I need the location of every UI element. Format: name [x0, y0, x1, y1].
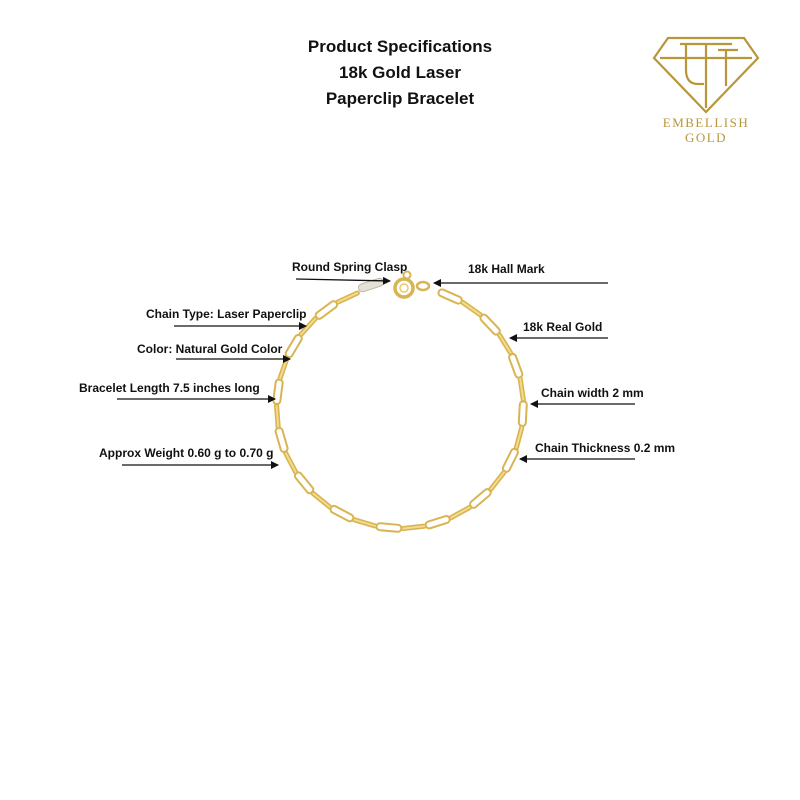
chain-link: [514, 425, 524, 450]
chain-link: [283, 451, 298, 475]
chain-link: [275, 427, 289, 453]
label-color: Color: Natural Gold Color: [137, 342, 283, 356]
chain-link: [336, 291, 360, 305]
chain-link: [502, 448, 519, 473]
label-hallmark: 18k Hall Mark: [468, 262, 545, 276]
chain-link: [497, 332, 513, 355]
clasp-inner: [400, 284, 408, 292]
callout-weight: [99, 446, 278, 465]
chain-link: [376, 523, 402, 532]
chain-link: [479, 313, 501, 336]
logo-text-line-1: EMBELLISH: [662, 115, 750, 130]
title-line-1: Product Specifications: [307, 37, 493, 56]
label-chain-type: Chain Type: Laser Paperclip: [146, 307, 307, 321]
label-length: Bracelet Length 7.5 inches long: [79, 381, 260, 395]
callouts: [79, 260, 675, 465]
callout-chain-type: [146, 307, 307, 326]
chain-link: [329, 505, 354, 523]
paperclip-chain: [273, 288, 527, 532]
chain-link: [314, 300, 338, 320]
label-width: Chain width 2 mm: [541, 386, 644, 400]
logo-text-line-2: GOLD: [684, 130, 728, 145]
label-weight: Approx Weight 0.60 g to 0.70 g: [99, 446, 274, 460]
spring-clasp: [357, 272, 429, 298]
label-clasp: Round Spring Clasp: [292, 260, 408, 274]
chain-link: [311, 491, 333, 510]
chain-link: [460, 300, 482, 317]
clasp-ring: [395, 279, 413, 297]
chain-link: [273, 379, 283, 405]
title-line-2: 18k Gold Laser: [339, 63, 461, 82]
chain-link: [284, 334, 303, 359]
callout-thickness: [520, 441, 675, 459]
callout-color: [137, 342, 290, 359]
chain-link: [293, 471, 314, 495]
callout-real-gold: [510, 320, 608, 338]
callout-length: [79, 381, 275, 399]
chain-link: [519, 401, 527, 426]
jump-ring: [417, 282, 429, 290]
callout-clasp: [292, 260, 407, 281]
chain-link: [469, 488, 493, 510]
chain-link: [437, 288, 463, 304]
end-tube: [357, 277, 384, 293]
callout-width: [531, 386, 644, 404]
chain-link: [401, 524, 426, 530]
title-line-3: Paperclip Bracelet: [325, 89, 475, 108]
chain-link: [425, 515, 451, 529]
label-real-gold: 18k Real Gold: [523, 320, 603, 334]
chain-link: [449, 505, 473, 520]
chain-link: [488, 470, 506, 492]
callout-hallmark: [434, 262, 608, 283]
chain-link: [275, 403, 280, 428]
chain-link: [508, 353, 523, 379]
label-thickness: Chain Thickness 0.2 mm: [535, 441, 676, 455]
chain-link: [352, 518, 377, 528]
chain-link: [518, 377, 525, 402]
